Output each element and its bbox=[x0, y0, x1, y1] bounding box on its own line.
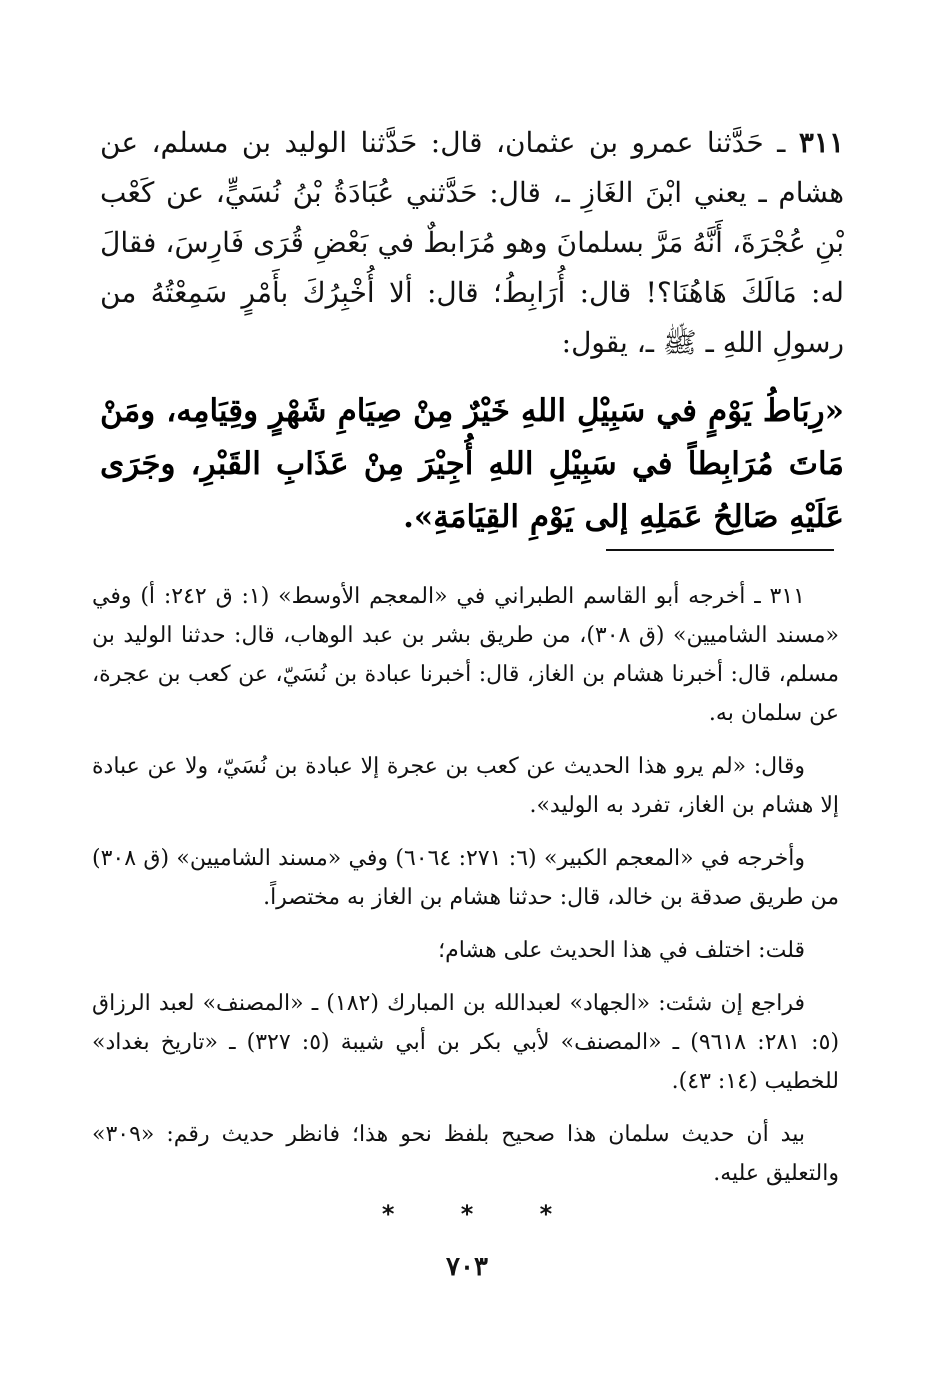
footnote-separator-line bbox=[606, 549, 834, 551]
footnote-paragraph-1: ٣١١ ـ أخرجه أبو القاسم الطبراني في «المعجم الأوسط» (١: ق ٢٤٢: أ) وفي «مسند الشاميين» (ق ٣٠٨)، من طريق بشر بن عبد الوهاب، قال: حدثنا الوليد بن مسلم، قال: أخبرنا هشام بن الغاز، قال: أخبرنا عبادة بن نُسَيّ، عن كعب بن عجرة، عن سلمان به. bbox=[92, 584, 839, 726]
footnote-paragraph-3: وأخرجه في «المعجم الكبير» (٦: ٢٧١: ٦٠٦٤) وفي «مسند الشاميين» (ق ٣٠٨) من طريق صدقة بن خالد، قال: حدثنا هشام بن الغاز به مختصراً. bbox=[92, 846, 839, 910]
hadith-text bbox=[100, 118, 844, 368]
footnote-paragraph-2: وقال: «لم يرو هذا الحديث عن كعب بن عجرة إلا عبادة بن نُسَيّ، ولا عن عبادة إلا هشام بن الغاز، تفرد به الوليد». bbox=[92, 754, 839, 818]
section-separator-stars: * * * bbox=[381, 1200, 553, 1228]
footnotes bbox=[92, 577, 839, 1207]
footnote-paragraph-6: بيد أن حديث سلمان هذا صحيح بلفظ نحو هذا؛ فانظر حديث رقم: «٣٠٩» والتعليق عليه. bbox=[92, 1122, 839, 1186]
hadith-isnad: ـ حَدَّثنا عمرو بن عثمان، قال: حَدَّثنا الوليد بن مسلم، عن هشام ـ يعني ابْنَ الغَازِ ـ، قال: حَدَّثني عُبَادَةُ بْنُ نُسَيٍّ، عن كَعْب بْنِ عُجْرَةَ، أَنَّهُ مَرَّ بسلمانَ وهو مُرَابطٌ في بَعْضِ قُرَى فَارِسَ، فقالَ له: مَالَكَ هَاهُنَا؟! قال: أُرَابِطُ؛ قال: ألا أُخْبِرُكَ بأَمْرٍ سَمِعْتُهُ من رسولِ اللهِ ـ ﷺ ـ، يقول: bbox=[100, 126, 845, 359]
hadith-narration bbox=[100, 118, 844, 368]
page-number: ٧٠٣ bbox=[446, 1252, 488, 1282]
hadith-number: ٣١١ bbox=[798, 126, 844, 159]
footnote-paragraph-5: فراجع إن شئت: «الجهاد» لعبدالله بن المبارك (١٨٢) ـ «المصنف» لعبد الرزاق (٥: ٢٨١: ٩٦١٨) ـ «المصنف» لأبي بكر بن أبي شيبة (٥: ٣٢٧) ـ «تاريخ بغداد» للخطيب (١٤: ٤٣). bbox=[92, 991, 840, 1094]
hadith-quote: «رِبَاطُ يَوْمٍ في سَبِيْلِ اللهِ خَيْرٌ مِنْ صِيَامِ شَهْرٍ وقِيَامِه، ومَنْ مَاتَ مُرَابِطاً في سَبِيْلِ اللهِ أُجِيْرَ مِنْ عَذَابِ القَبْرِ، وجَرَى عَلَيْهِ صَالِحُ عَمَلِهِ إلى يَوْمِ القِيَامَةِ». bbox=[100, 393, 844, 535]
footnote-paragraph-4: قلت: اختلف في هذا الحديث على هشام؛ bbox=[438, 938, 805, 963]
